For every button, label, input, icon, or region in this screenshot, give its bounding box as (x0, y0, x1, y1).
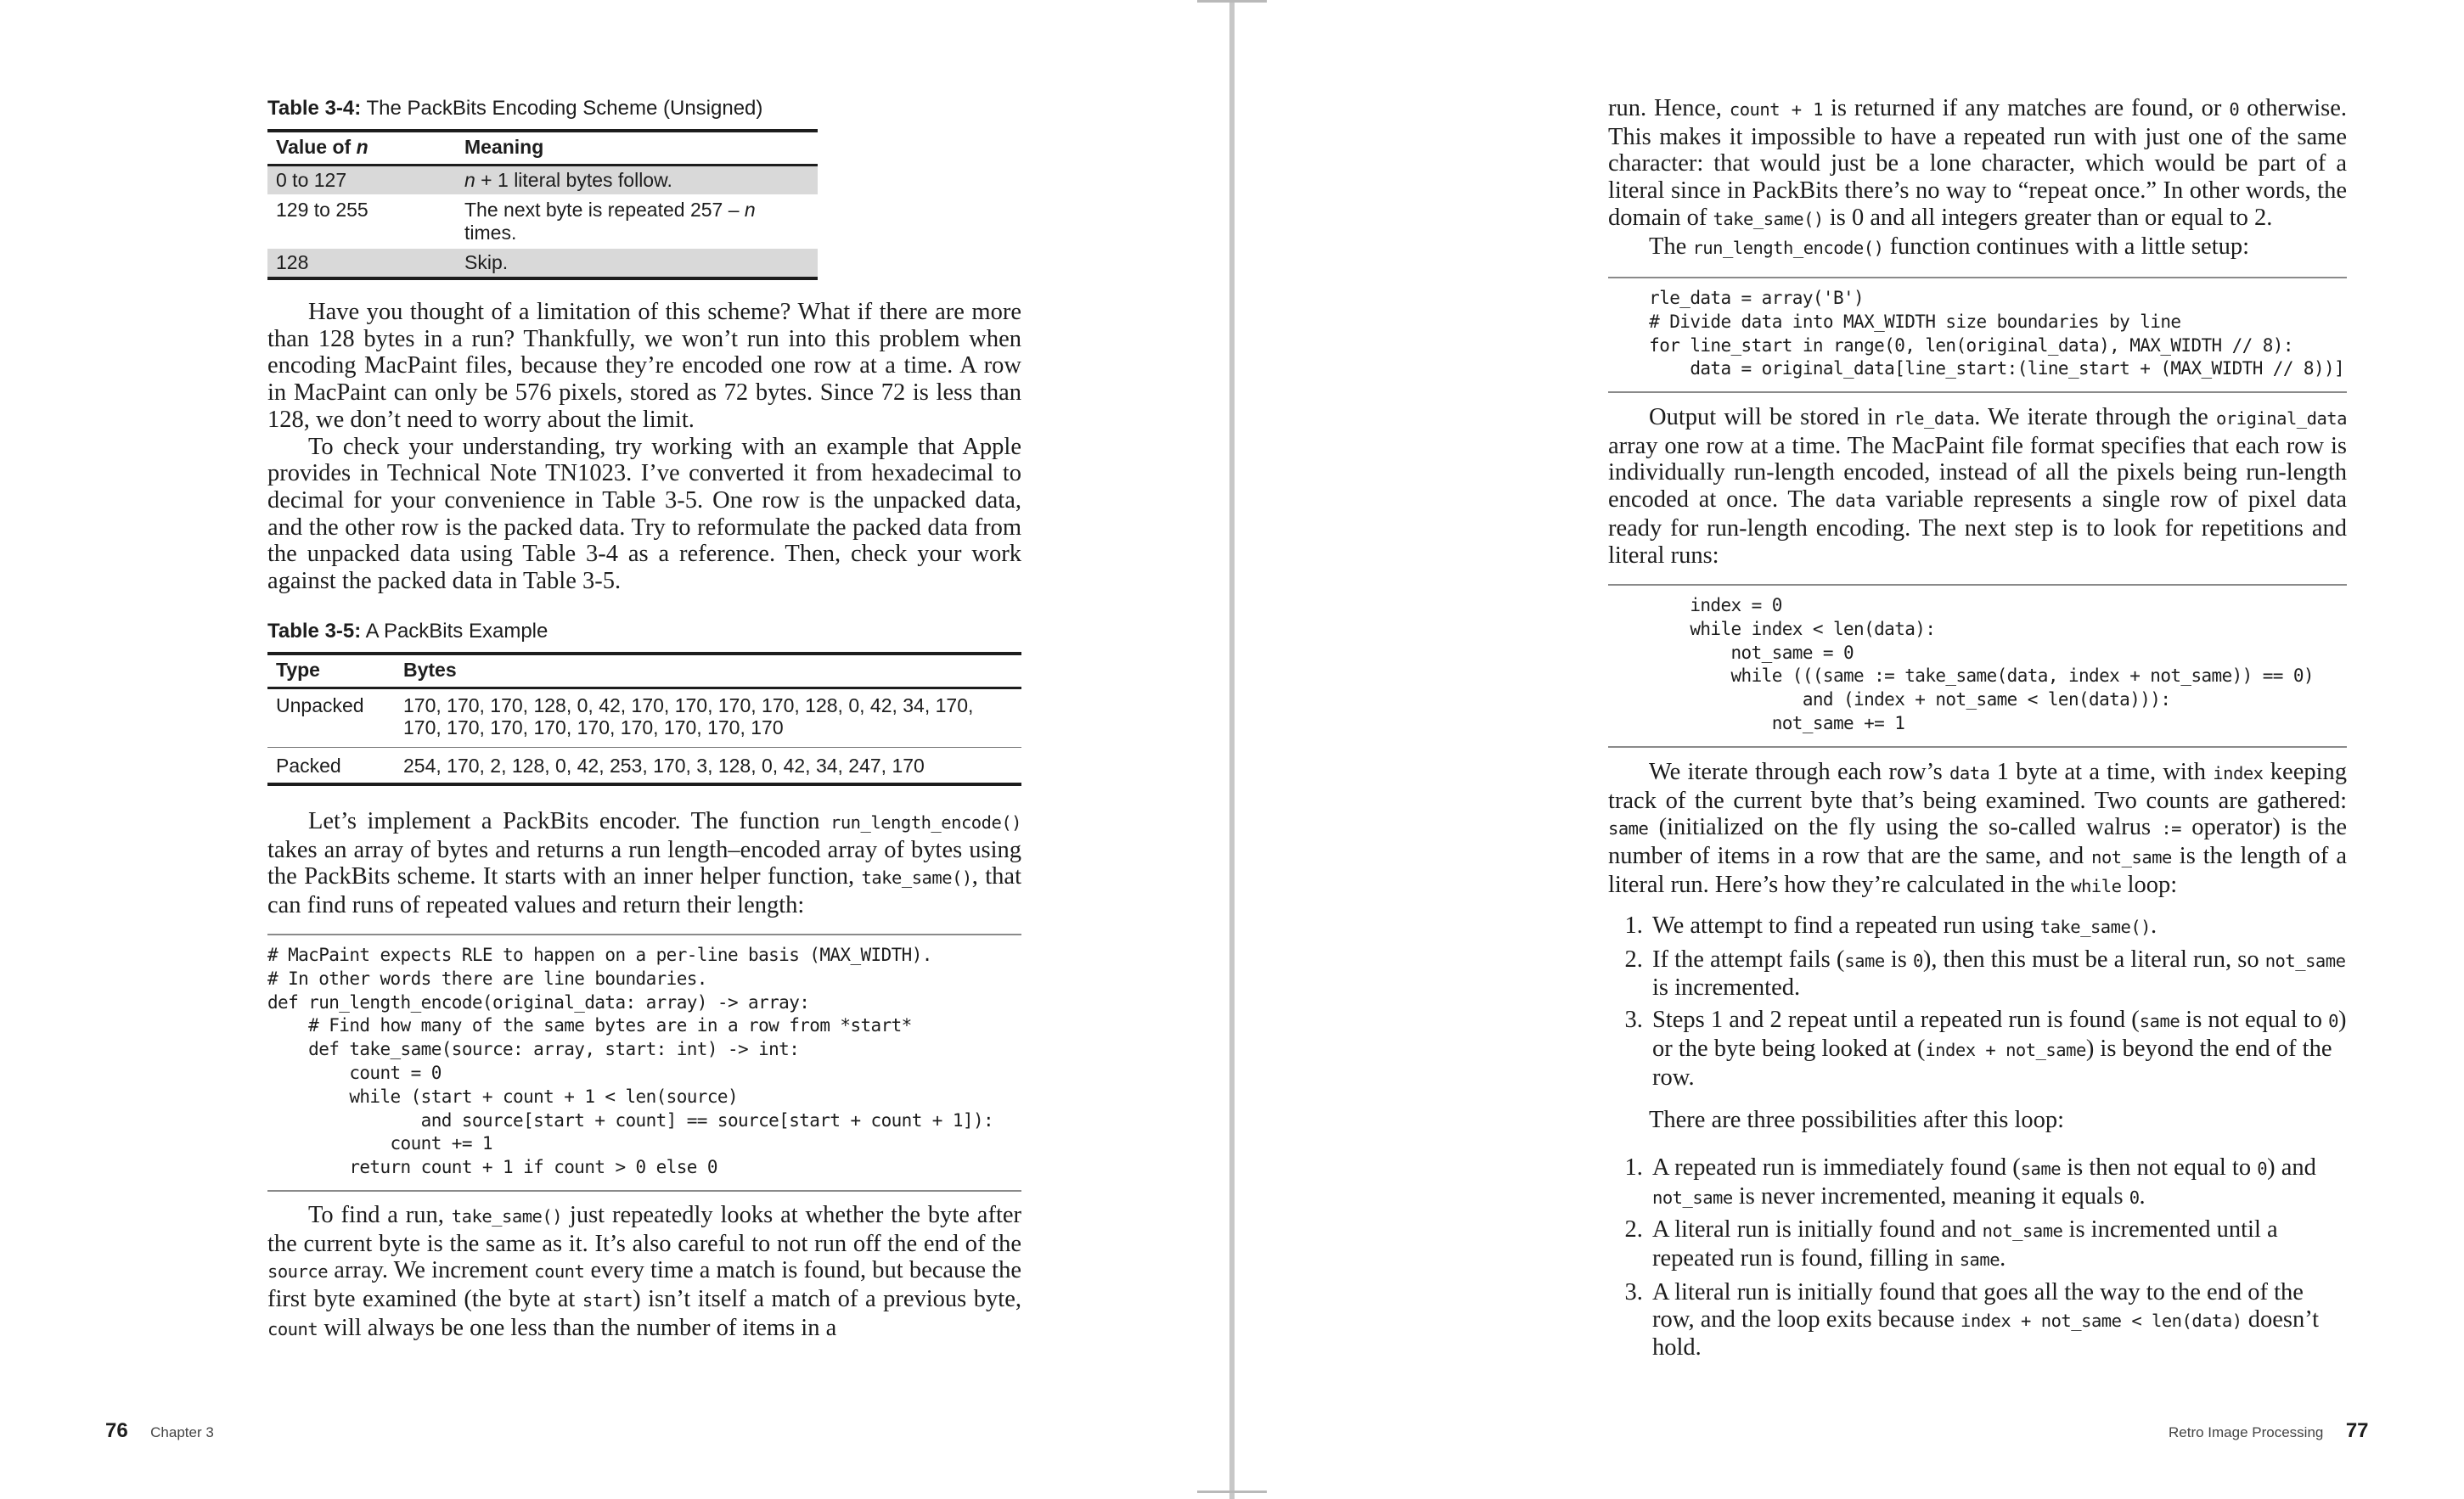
code-line: def run_length_encode(original_data: array) -> array: (267, 991, 810, 1013)
left-text-block-3 (267, 1202, 1021, 1344)
possibilities-list (1608, 1154, 2347, 1361)
header-value: Value of n (276, 136, 368, 158)
paragraph: run. Hence, count + 1 is returned if any matches are found, or 0 otherwise. This makes it impossible to have a repeated run with just one of the same character: that would just be a lone character, which would be part of a literal since in PackBits there’s no way to “repeat once.” In other words, the domain of take_same() is 0 and all integers greater than or equal to 2. (1608, 95, 2347, 231)
code-line: # Find how many of the same bytes are in a row from *start* (267, 1015, 912, 1036)
right-list-1 (1608, 912, 2347, 1096)
paragraph: The run_length_encode() function continues with a little setup: (1649, 233, 2250, 260)
paragraph: We iterate through each row’s data 1 byte at a time, with index keeping track of the current byte that’s being examined. Two counts are gathered: same (initialized on the fly using the so-called walrus := operator) is the number of items in a row that are the same, and not_same is the length of a literal run. Here’s how they’re calculated in the while loop: (1608, 759, 2348, 898)
table-3-4 (267, 97, 819, 280)
paragraph: To check your understanding, try working with an example that Apple provides in Technical Note TN1023. I’ve converted it from hexadecimal to decimal for your convenience in Table 3-5. One row is the unpacked data, and the other row is the packed data. Try to reformulate the packed data from the unpacked data using Table 3-4 as a reference. Then, check your work against the packed data in Table 3-5. (267, 433, 1021, 595)
left-folio (105, 1419, 214, 1443)
code-block (267, 934, 1021, 1192)
header-bytes: Bytes (403, 659, 457, 681)
cell-type: Packed (276, 755, 341, 777)
paragraph: To find a run, take_same() just repeatedly looks at whether the byte after the current byte is the same as it. It’s also careful to not run off the end of the source array. We increment count every time a match is found, but because the first byte examined (the byte at start) isn’t itself a match of a previous byte, count will always be one less than the number of items in a (267, 1202, 1022, 1341)
packbits-example-table (267, 652, 1021, 786)
code-line: and source[start + count] == source[start + count + 1]): (267, 1109, 994, 1131)
left-text-block-2 (267, 808, 1021, 919)
code-line: index = 0 (1608, 595, 1782, 615)
left-page (0, 0, 1229, 1499)
code-line: return count + 1 if count > 0 else 0 (267, 1157, 717, 1178)
paragraph: Output will be stored in rle_data. We iterate through the original_data array one row at a time. The MacPaint file format specifies that each row is individually run-length encoded, instead of all the pixels being run-length encoded at once. The data variable represents a single row of pixel data ready for run-length encoding. The next step is to look for repetitions and literal runs: (1608, 404, 2347, 569)
cell-meaning: Skip. (456, 248, 818, 278)
running-footer: Chapter 3 (150, 1424, 214, 1440)
code-line: # In other words there are line boundaries. (267, 968, 707, 989)
table-row (267, 195, 818, 248)
right-folio (2169, 1419, 2369, 1443)
table-header-row (267, 131, 818, 166)
table-caption (267, 97, 819, 121)
table-caption (267, 620, 1021, 643)
list-item: 1. We attempt to find a repeated run using take_same(). (1649, 912, 2347, 941)
table-3-5 (267, 620, 1021, 786)
cell-value: 0 to 127 (267, 166, 456, 196)
steps-list (1608, 912, 2347, 1091)
list-item: 3. A literal run is initially found that goes all the way to the end of the row, and the loop exits because index + not_same < len(data) doesn’t hold. (1649, 1279, 2347, 1361)
table-row (267, 166, 818, 196)
list-item: 2. If the attempt fails (same is 0), then this must be a literal run, so not_same is incremented. (1649, 946, 2347, 1002)
code-line: while index < len(data): (1608, 618, 1936, 639)
left-text-block-1 (267, 299, 1021, 595)
table-row (267, 748, 1021, 785)
code-line: # MacPaint expects RLE to happen on a per-line basis (MAX_WIDTH). (267, 945, 932, 965)
code-line: for line_start in range(0, len(original_data), MAX_WIDTH // 8): (1608, 334, 2293, 356)
cell-type: Unpacked (276, 694, 364, 716)
code-line: and (index + not_same < len(data))): (1608, 689, 2171, 710)
cell-meaning: n + 1 literal bytes follow. (456, 166, 818, 196)
right-list-2 (1608, 1154, 2347, 1367)
cell-value: 129 to 255 (276, 199, 368, 221)
right-text-block-1 (1608, 95, 2347, 261)
paragraph: There are three possibilities after this loop: (1649, 1107, 2065, 1133)
code-line: count = 0 (267, 1062, 442, 1083)
page-number: 76 (105, 1419, 128, 1442)
list-item: 2. A literal run is initially found and not_same is incremented until a repeated run is found, filling in same. (1649, 1216, 2347, 1273)
header-meaning: Meaning (464, 136, 544, 158)
code-line: data = original_data[line_start:(line_start + (MAX_WIDTH // 8))] (1608, 358, 2345, 379)
running-footer: Retro Image Processing (2169, 1424, 2324, 1440)
code-line: rle_data = array('B') (1608, 288, 1865, 308)
page-number: 77 (2345, 1419, 2369, 1442)
code-block (1608, 584, 2347, 748)
table-caption-text: The PackBits Encoding Scheme (Unsigned) (366, 97, 763, 120)
header-type: Type (276, 659, 320, 681)
paragraph: Have you thought of a limitation of this scheme? What if there are more than 128 bytes in a run? Thankfully, we won’t run into this problem when encoding MacPaint files, because they’re encoded one row at a time. A row in MacPaint can only be 576 pixels, stored as 72 bytes. Since 72 is less than 128, we don’t need to worry about the limit. (267, 299, 1021, 433)
table-caption-text: A PackBits Example (365, 620, 548, 643)
table-row (267, 688, 1021, 748)
table-caption-label: Table 3-5: (267, 620, 362, 643)
cell-bytes: 254, 170, 2, 128, 0, 42, 253, 170, 3, 128, 0, 42, 34, 247, 170 (403, 755, 925, 777)
table-row (267, 248, 818, 278)
code-line: count += 1 (267, 1133, 492, 1154)
list-item: 3. Steps 1 and 2 repeat until a repeated run is found (same is not equal to 0) or the byte being looked at (index + not_same) is beyond the end of the row. (1649, 1007, 2347, 1091)
right-page (1235, 0, 2464, 1499)
code-line: while (((same := take_same(data, index + not_same)) == 0) (1608, 665, 2314, 687)
list-item: 1. A repeated run is immediately found (same is then not equal to 0) and not_same is never incremented, meaning it equals 0. (1649, 1154, 2347, 1211)
right-text-block-2 (1608, 404, 2347, 569)
table-header-row (267, 654, 1021, 688)
code-line: not_same = 0 (1608, 642, 1854, 663)
code-line: # Divide data into MAX_WIDTH size boundaries by line (1608, 311, 2181, 332)
right-text-block-4 (1608, 1107, 2347, 1134)
code-line: not_same += 1 (1608, 712, 1905, 733)
encoding-scheme-table (267, 129, 818, 280)
cell-bytes: 170, 170, 170, 128, 0, 42, 170, 170, 170, 170, 128, 0, 42, 34, 170, 170, 170, 170, 170, 170, 170, 170, 170, 170 (403, 694, 974, 738)
right-text-block-3 (1608, 759, 2347, 901)
code-line: def take_same(source: array, start: int) -> int: (267, 1039, 800, 1060)
paragraph: Let’s implement a PackBits encoder. The function run_length_encode() takes an array of bytes and returns a run length–encoded array of bytes using the PackBits scheme. It starts with an inner helper function, take_same(), that can find runs of repeated values and return their length: (267, 808, 1021, 919)
table-caption-label: Table 3-4: (267, 97, 362, 120)
cell-meaning: The next byte is repeated 257 – n times. (464, 199, 756, 244)
code-block (1608, 277, 2347, 393)
code-line: while (start + count + 1 < len(source) (267, 1086, 738, 1107)
cell-value: 128 (267, 248, 456, 278)
